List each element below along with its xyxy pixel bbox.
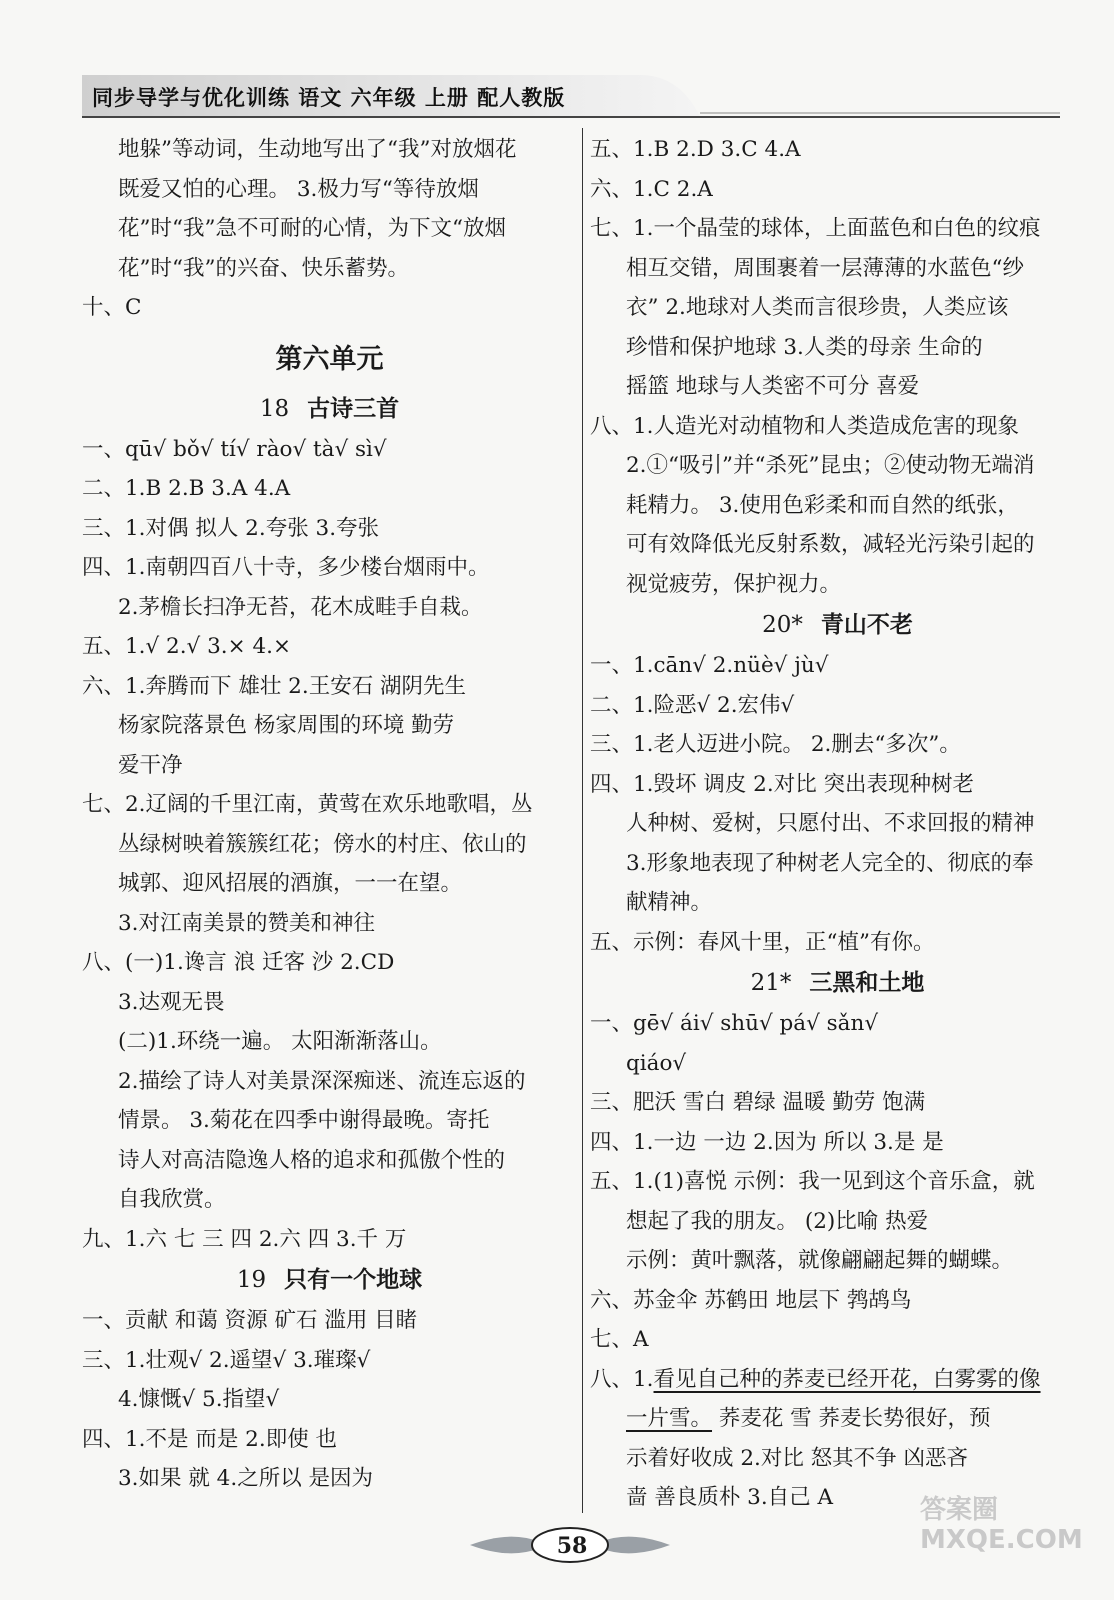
section-19-continued	[590, 130, 1085, 604]
unit-title: 第六单元	[275, 343, 384, 375]
answer-line: 七、1.一个晶莹的球体，上面蓝色和白色的纹痕	[590, 216, 1041, 241]
section-title-20	[590, 604, 1085, 646]
line-prefix: 八、1.	[590, 1366, 654, 1392]
watermark	[920, 1495, 1083, 1555]
answer-line: 可有效降低光反射系数，减轻光污染引起的	[626, 532, 1035, 557]
section-21-answers	[590, 1004, 1085, 1360]
answer-line: 七、2.辽阔的千里江南，黄莺在欢乐地歌唱，丛	[82, 792, 533, 817]
answer-line: qiáo√	[626, 1050, 687, 1076]
answer-line: 三、1.老人迈进小院。 2.删去“多次”。	[590, 732, 961, 757]
left-column	[82, 130, 577, 1499]
section-name: 只有一个地球	[284, 1266, 423, 1293]
answer-line: 地躲”等动词，生动地写出了“我”对放烟花	[118, 137, 517, 162]
answer-line: 诗人对高洁隐逸人格的追求和孤傲个性的	[118, 1147, 506, 1173]
section-number: 20*	[762, 612, 803, 638]
answer-line: 三、肥沃 雪白 碧绿 温暖 勤劳 饱满	[590, 1090, 926, 1115]
section-name: 三黑和土地	[809, 969, 925, 996]
answer-line: 城郭、迎风招展的酒旗，一一在望。	[118, 871, 463, 896]
answer-line: 爱干净	[118, 752, 183, 778]
answer-line: 花”时“我”急不可耐的心情，为下文“放烟	[118, 216, 506, 241]
line-rest: 荞麦花 雪 荞麦长势很好，预	[712, 1406, 991, 1431]
answer-line	[590, 1360, 1085, 1400]
section-20-answers	[590, 646, 1085, 962]
answer-line: 二、1.险恶√ 2.宏伟√	[590, 692, 795, 718]
section-title-21	[590, 962, 1085, 1004]
answer-line: 珍惜和保护地球 3.人类的母亲 生命的	[626, 334, 983, 360]
answer-line: 丛绿树映着簇簇红花；傍水的村庄、依山的	[118, 831, 527, 857]
underlined-text: 看见自己种的荞麦已经开花，白雾雾的像	[653, 1366, 1041, 1392]
answer-line: 花”时“我”的兴奋、快乐蓄势。	[118, 255, 409, 281]
answer-line: 八、1.人造光对动植物和人类造成危害的现象	[590, 413, 1020, 439]
answer-line: 自我欣赏。	[118, 1187, 226, 1212]
answer-line: 四、1.一边 一边 2.因为 所以 3.是 是	[590, 1129, 944, 1155]
answer-line: 三、1.壮观√ 2.遥望√ 3.璀璨√	[82, 1347, 371, 1373]
answer-line: 2.茅檐长扫净无苔，花木成畦手自栽。	[118, 594, 483, 620]
answer-line: 一、1.cān√ 2.nüè√ jù√	[590, 653, 829, 678]
section-19-answers	[82, 1301, 577, 1499]
answer-line: 衣” 2.地球对人类而言很珍贵，人类应该	[626, 295, 1009, 320]
section-title-19	[82, 1259, 577, 1301]
answer-line: 五、1.√ 2.√ 3.× 4.×	[82, 634, 291, 659]
answer-line: 3.如果 就 4.之所以 是因为	[118, 1466, 374, 1491]
section-number: 21*	[750, 970, 792, 996]
right-column	[590, 130, 1085, 1518]
answer-line: 六、1.奔腾而下 雄壮 2.王安石 湖阴先生	[82, 673, 467, 699]
answer-line: 人种树、爱树，只愿付出、不求回报的精神	[626, 811, 1035, 836]
section-18-answers	[82, 430, 577, 1260]
answer-line: 摇篮 地球与人类密不可分 喜爱	[626, 374, 920, 399]
column-divider	[582, 128, 583, 1513]
section-number: 18	[259, 395, 290, 422]
answer-line: 杨家院落景色 杨家周围的环境 勤劳	[118, 713, 455, 738]
section-number: 19	[236, 1267, 267, 1293]
section-name: 青山不老	[820, 611, 913, 638]
answer-line: 献精神。	[626, 890, 713, 915]
section-name: 古诗三首	[307, 394, 400, 422]
left-top-block	[82, 130, 577, 328]
answer-line: 4.慷慨√ 5.指望√	[118, 1387, 280, 1412]
answer-line: 示着好收成 2.对比 怒其不争 凶恶吝	[626, 1445, 969, 1471]
header-title: 同步导学与优化训练 语文 六年级 上册 配人教版	[92, 85, 566, 110]
answer-line: 六、1.C 2.A	[590, 176, 713, 202]
answer-line: 四、1.毁坏 调皮 2.对比 突出表现种树老	[590, 771, 975, 797]
answer-line: 耗精力。 3.使用色彩柔和而自然的纸张，	[626, 492, 1019, 518]
underlined-text: 一片雪。	[626, 1406, 713, 1431]
answer-line: 一、gē√ ái√ shū√ pá√ sǎn√	[590, 1011, 879, 1036]
answer-line: 八、(一)1.谗言 浪 迁客 沙 2.CD	[82, 950, 395, 975]
page-number: 58	[556, 1533, 588, 1559]
answer-line: 3.对江南美景的赞美和神往	[118, 910, 376, 936]
answer-line: (二)1.环绕一遍。 太阳渐渐落山。	[118, 1029, 442, 1054]
answer-line: 三、1.对偶 拟人 2.夸张 3.夸张	[82, 515, 380, 541]
answer-line: 一、qū√ bǒ√ tí√ rào√ tà√ sì√	[82, 436, 387, 462]
answer-line: 五、1.B 2.D 3.C 4.A	[590, 137, 801, 162]
answer-line: 四、1.南朝四百八十寺，多少楼台烟雨中。	[82, 555, 490, 580]
answer-line: 示例：黄叶飘落，就像翩翩起舞的蝴蝶。	[626, 1248, 1014, 1273]
answer-line: 2.描绘了诗人对美景深深痴迷、流连忘返的	[118, 1068, 526, 1094]
answer-line: 十、C	[82, 295, 142, 320]
answer-line: 3.达观无畏	[118, 989, 225, 1015]
watermark-line: MXQE.COM	[920, 1525, 1083, 1555]
answer-line: 五、1.(1)喜悦 示例：我一见到这个音乐盒，就	[590, 1169, 1035, 1194]
answer-line: 视觉疲劳，保护视力。	[626, 571, 842, 597]
answer-line: 想起了我的朋友。 (2)比喻 热爱	[626, 1208, 929, 1234]
answer-line: 相互交错，周围裹着一层薄薄的水蓝色“纱	[626, 255, 1024, 281]
watermark-line: 答案圈	[920, 1495, 999, 1525]
answer-line: 九、1.六 七 三 四 2.六 四 3.千 万	[82, 1226, 407, 1252]
answer-line: 情景。 3.菊花在四季中谢得最晚。寄托	[118, 1108, 490, 1133]
answer-line	[590, 1399, 1085, 1439]
answer-line: 六、苏金伞 苏鹤田 地层下 鹁鸪鸟	[590, 1287, 912, 1313]
answer-line: 3.形象地表现了种树老人完全的、彻底的奉	[626, 850, 1034, 876]
answer-line: 五、示例：春风十里，正“植”有你。	[590, 929, 935, 955]
answer-line: 啬 善良质朴 3.自己 A	[626, 1485, 834, 1510]
answer-line: 二、1.B 2.B 3.A 4.A	[82, 476, 291, 501]
answer-line: 既爱又怕的心理。 3.极力写“等待放烟	[118, 176, 479, 202]
answer-line: 四、1.不是 而是 2.即使 也	[82, 1426, 338, 1452]
answer-line: 七、A	[590, 1327, 649, 1352]
answer-line: 2.①“吸引”并“杀死”昆虫；②使动物无端消	[626, 453, 1035, 478]
answer-line: 一、贡献 和蔼 资源 矿石 滥用 目睹	[82, 1308, 418, 1333]
section-title-18	[82, 388, 577, 430]
